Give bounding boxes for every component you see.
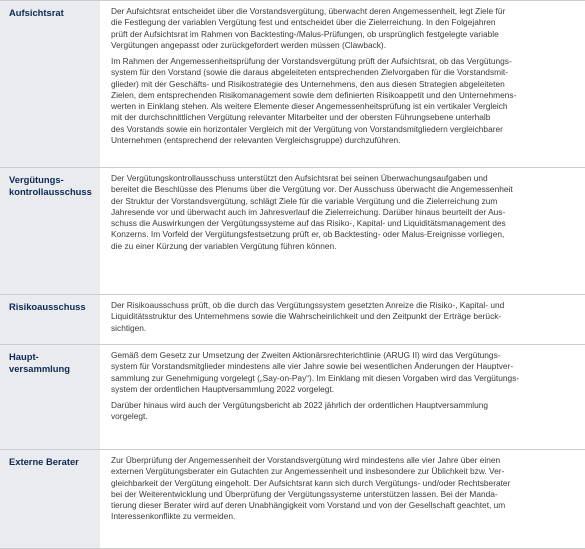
paragraph-line: die Festlegung der variablen Vergütung fest und entscheidet über die Zielerreichung. In den Folgejahren [111,17,496,28]
row-heading [0,295,100,344]
paragraph [111,173,579,252]
row-heading [0,345,100,449]
paragraph [111,6,579,51]
row-heading-line: Externe Berater [9,456,79,467]
paragraph-line: system für den Vorstand (sowie die daraus abgeleiteten entsprechenden Zielvorgaben für die Vorstandsmit- [111,67,509,78]
table-row-verguetungskontrollausschuss [0,167,585,294]
row-heading-line: Aufsichtsrat [9,7,64,18]
table-row-hauptversammlung [0,344,585,449]
paragraph-line: sammlung zur Genehmigung vorgelegt („Say-on-Pay“). Im Einklang mit diesen Vorgaben wird das Vergütungs- [111,372,520,383]
paragraph-line: der Struktur der Vorstandsvergütung, schlägt Ziele für die variable Vergütung und die Zielerreichung zum [111,195,498,206]
row-heading-line: versammlung [9,363,70,374]
paragraph-line: Zur Überprüfung der Angemessenheit der Vorstandsvergütung wird mindestens alle vier Jahre über einen [111,455,501,465]
row-heading-line: Vergütungs- [9,174,64,185]
row-content [100,295,585,344]
paragraph-line: werten in Einklang stehen. Als weitere Elemente dieser Angemessenheitsprüfung ist ein vertikaler Vergleich [111,101,508,111]
paragraph-line: Interessenkonflikte zu vermeiden. [111,511,236,522]
paragraph-line: Darüber hinaus wird auch der Vergütungsbericht ab 2022 jährlich der ordentlichen Hauptversammlung [111,400,489,410]
row-content [100,345,585,449]
paragraph-line: Zielen, dem entsprechenden Risikomanagement sowie dem definierten Risikoappetit und den Unternehmens- [111,89,517,100]
paragraph [111,350,579,395]
row-heading-line: kontrollausschuss [9,186,92,197]
paragraph-line: glieder) mit der Geschäfts- und Risikostrategie des Unternehmens, den aus diesen Strategien abgeleiteten [111,78,505,89]
row-heading [0,1,100,167]
paragraph-line: Im Rahmen der Angemessenheitsprüfung der Vorstandsvergütung prüft der Aufsichtsrat, ob das Vergütungs- [111,56,512,66]
paragraph-line: gleichbarkeit der Vergütung eingeholt. Der Aufsichtsrat kann sich durch Vergütungs- und/oder Rechtsberater [111,477,511,488]
paragraph-line: Jahresende vor und überwacht auch im Jahresverlauf die Zielerreichung. Darüber hinaus beurteilt der Aus- [111,206,506,217]
paragraph-line: bereitet die Beschlüsse des Plenums über die Vergütung vor. Der Ausschuss überwacht die Angemessenheit [111,184,513,195]
paragraph-line: bei der Weiterentwicklung und Überprüfung der Vergütungssysteme unterstützen lassen. Bei der Manda- [111,488,498,499]
paragraph-line: tierung dieser Berater wird auf deren Unabhängigkeit vom Vorstand und von der Gesellschaft geachtet, um [111,500,506,510]
paragraph-line: system für Vorstandsmitglieder mindestens alle vier Jahre sowie bei wesentlichen Änderungen der Hauptver- [111,361,514,372]
paragraph-line: prüft der Aufsichtsrat im Rahmen von Backtesting-/Malus-Prüfungen, ob ursprünglich festgelegte variable [111,28,499,39]
paragraph-line: externen Vergütungsberater ein Gutachten zur Angemessenheit und insbesondere zur Üblichkeit bzw. Ver- [111,466,505,477]
paragraph-line: Der Vergütungskontrollausschuss unterstützt den Aufsichtsrat bei seinen Überwachungsaufgaben und [111,173,488,183]
row-heading [0,450,100,548]
row-heading-line: Risikoausschuss [9,301,86,312]
paragraph [111,300,579,334]
table-row-externe-berater [0,449,585,549]
paragraph-line: mit der durchschnittlichen Vergütung relevanter Mitarbeiter und der obersten Führungsebene unterhalb [111,112,491,123]
paragraph-line: Der Risikoausschuss prüft, ob die durch das Vergütungssystem gesetzten Anreize die Risiko-, Kapital- und [111,300,505,310]
table-row-aufsichtsrat [0,0,585,167]
paragraph [111,400,579,423]
paragraph-line: Der Aufsichtsrat entscheidet über die Vorstandsvergütung, überwacht deren Angemessenheit, legt Ziele für [111,6,506,16]
paragraph-line: vorgelegt. [111,411,148,422]
row-content [100,1,585,167]
paragraph-line: system der ordentlichen Hauptversammlung 2022 vorgelegt. [111,383,335,394]
paragraph-line: die zu einer Kürzung der variablen Vergütung führen können. [111,240,337,251]
paragraph-line: Konzerns. Im Vorfeld der Vergütungsfestsetzung prüft er, ob Backtesting- oder Malus-Ereignisse vorliegen, [111,229,505,240]
paragraph [111,56,579,146]
row-content [100,168,585,294]
row-heading-line: Haupt- [9,351,39,362]
paragraph-line: des Vorstands sowie ein horizontaler Vergleich mit der Vergütung von Vorstandsmitgliedern vergleichbarer [111,123,503,134]
paragraph-line: Unternehmen (entsprechend der relevanten Vergleichsgruppe) durchzuführen. [111,134,401,145]
paragraph-line: Liquiditätsstruktur des Unternehmens sowie die Wahrscheinlichkeit und den Zeitpunkt der Erträge berück- [111,311,502,322]
row-heading [0,168,100,294]
paragraph-line: Vergütungen angepasst oder zurückgefordert werden müssen (Clawback). [111,39,387,50]
paragraph [111,455,579,523]
row-content [100,450,585,548]
table-row-risikoausschuss [0,294,585,344]
paragraph-line: schuss die Auswirkungen der Vergütungssysteme auf das Risiko-, Kapital- und Liquiditätsmanagement des [111,218,506,228]
paragraph-line: sichtigen. [111,322,147,333]
paragraph-line: Gemäß dem Gesetz zur Umsetzung der Zweiten Aktionärsrechterichtlinie (ARUG II) wird das Vergütungs- [111,350,501,360]
